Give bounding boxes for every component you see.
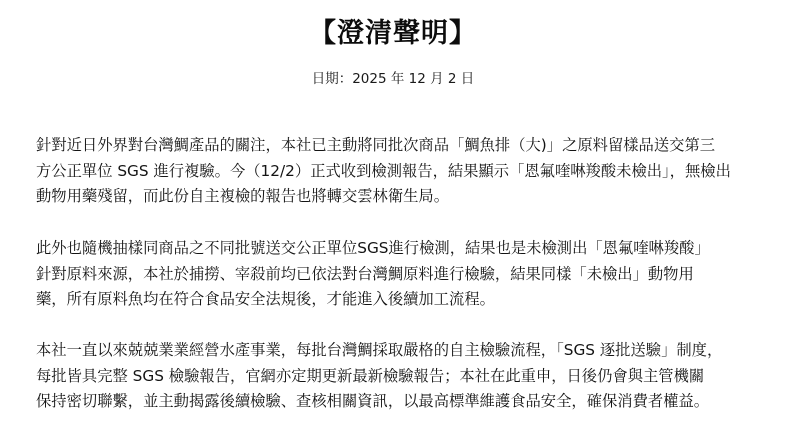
- paragraph-line: 保持密切聯繫，並主動揭露後續檢驗、查核相關資訊，以最高標準維護食品安全，確保消費者權益。: [36, 392, 710, 410]
- paragraph-line: 方公正單位 SGS 進行複驗。今（12/2）正式收到檢測報告，結果顯示「恩氟喹啉羧酸未檢出」，無檢出: [36, 161, 731, 180]
- statement-title: 【澄清聲明】: [309, 18, 477, 49]
- paragraph-line: 本社一直以來兢兢業業經營水產事業，每批台灣鯛採取嚴格的自主檢驗流程，「SGS 逐批送驗」制度，: [36, 341, 723, 359]
- paragraph-line: 藥，所有原料魚均在符合食品安全法規後，才能進入後續加工流程。: [36, 290, 495, 308]
- paragraph-test-results: [36, 133, 754, 210]
- paragraph-company-commitment: [36, 338, 754, 415]
- paragraph-line: 動物用藥殘留，而此份自主複檢的報告也將轉交雲林衛生局。: [36, 187, 450, 205]
- statement-date: 日期：2025 年 12 月 2 日: [311, 71, 475, 87]
- paragraph-line: 每批皆具完整 SGS 檢驗報告，官網亦定期更新最新檢驗報告；本社在此重申，日後仍會與主管機關: [36, 366, 705, 385]
- paragraph-line: 針對原料來源，本社於捕撈、宰殺前均已依法對台灣鯛原料進行檢驗，結果同樣「未檢出」動物用: [36, 264, 694, 283]
- paragraph-random-sampling: [36, 236, 754, 313]
- paragraph-line: 針對近日外界對台灣鯛產品的關注，本社已主動將同批次商品「鯛魚排（大)」之原料留樣品送交第三: [36, 136, 716, 154]
- paragraph-line: 此外也隨機抽樣同商品之不同批號送交公正單位SGS進行檢測，結果也是未檢測出「恩氟喹啉羧酸」: [36, 239, 710, 257]
